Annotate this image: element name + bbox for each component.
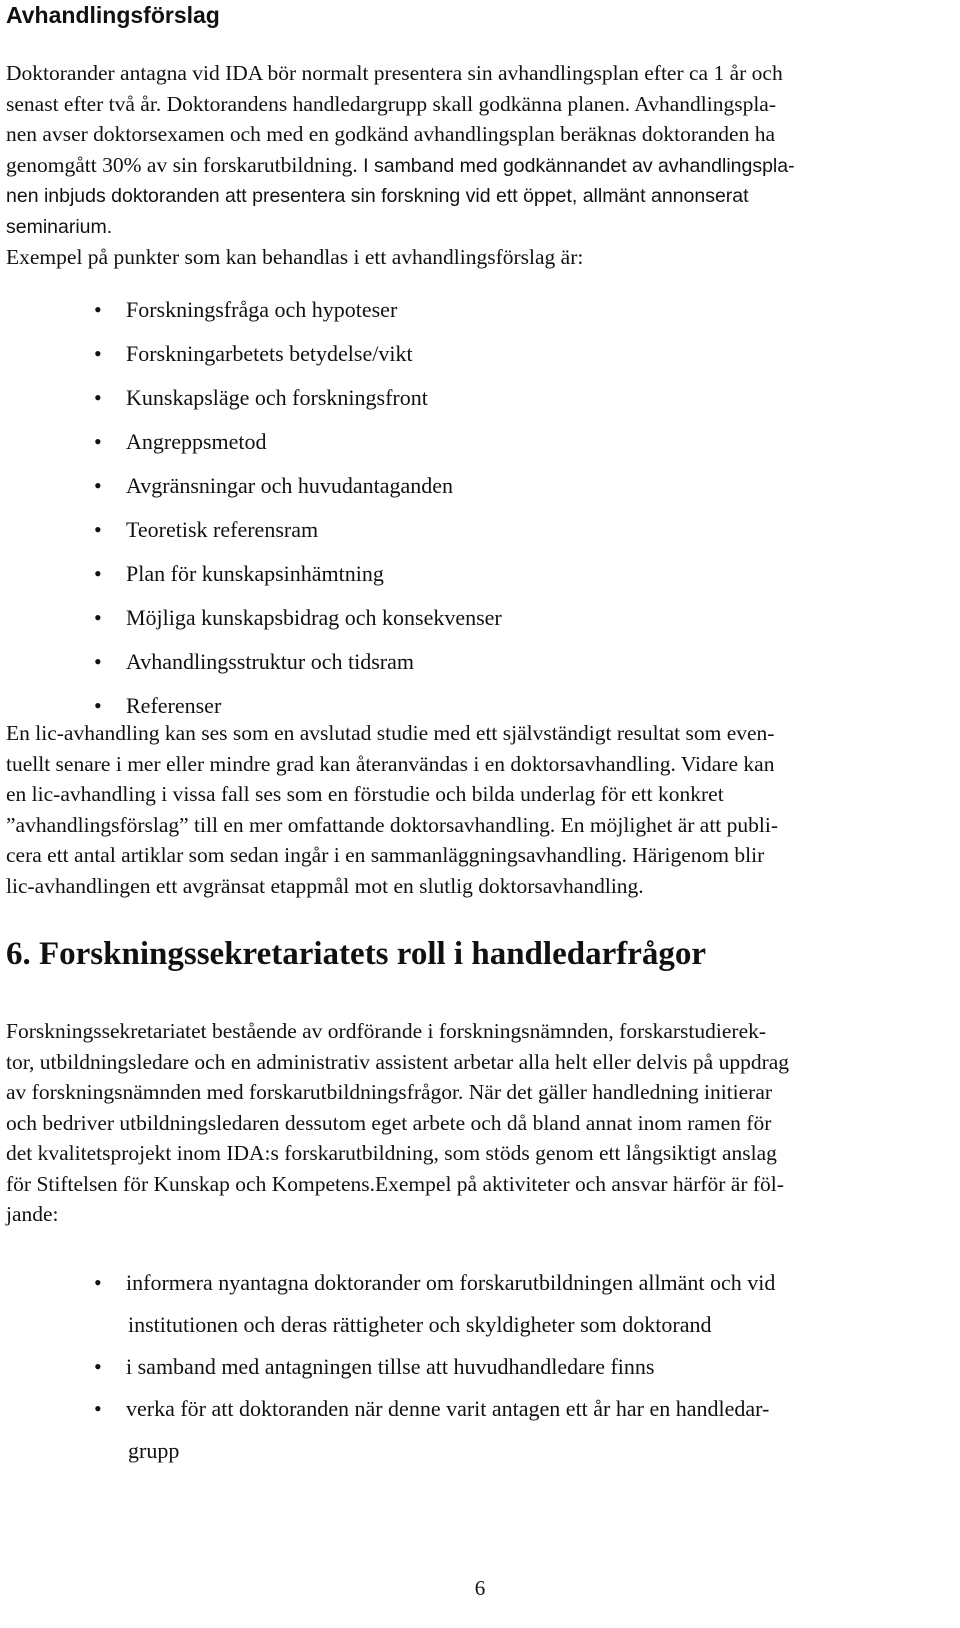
bullet-icon: • — [94, 1396, 102, 1421]
paragraph-line: och bedriver utbildningsledaren dessutom eget arbete och då bland annat inom ramen för — [6, 1110, 772, 1135]
bullet-icon: • — [94, 341, 102, 366]
bullet-icon: • — [94, 297, 102, 322]
activity-line: informera nyantagna doktorander om forskarutbildningen allmänt och vid — [126, 1270, 776, 1295]
section-heading: Avhandlingsförslag — [6, 2, 220, 28]
bullet-icon: • — [94, 517, 102, 542]
list-item — [0, 1388, 775, 1472]
list-item: • Avhandlingsstruktur och tidsram — [94, 649, 414, 674]
intro-line-sans: seminarium. — [6, 215, 113, 238]
bullet-icon: • — [94, 385, 102, 410]
paragraph-line: jande: — [6, 1202, 59, 1226]
bullet-icon: • — [94, 473, 102, 498]
intro-line-sans: I samband med godkännandet av avhandlingspla- — [357, 154, 795, 177]
intro-line-sans: nen inbjuds doktoranden att presentera sin forskning vid ett öppet, allmänt annonserat — [6, 185, 749, 207]
activity-line: verka för att doktoranden när denne varit antagen ett år har en handledar- — [126, 1396, 770, 1421]
page-number: 6 — [474, 1576, 486, 1600]
paragraph-line: tuellt senare i mer eller mindre grad kan återanvändas i en doktorsavhandling. Vidare kan — [6, 751, 775, 776]
activity-line: i samband med antagningen tillse att huvudhandledare finns — [126, 1354, 655, 1379]
bullet-icon: • — [94, 1354, 102, 1379]
list-item: • Plan för kunskapsinhämtning — [94, 561, 384, 586]
paragraph-line: en lic-avhandling i vissa fall ses som en förstudie och bilda underlag för ett konkret — [6, 782, 724, 806]
bullet-icon: • — [94, 1270, 102, 1295]
list-item: • Forskningarbetets betydelse/vikt — [94, 341, 413, 366]
list-item: • Teoretisk referensram — [94, 517, 319, 542]
list-item: • Kunskapsläge och forskningsfront — [94, 385, 428, 410]
bullet-icon: • — [94, 693, 102, 718]
list-item: • Forskningsfråga och hypoteser — [94, 297, 398, 322]
paragraph-line: cera ett antal artiklar som sedan ingår i en sammanläggningsavhandling. Härigenom blir — [6, 843, 765, 867]
bullet-icon: • — [94, 649, 102, 674]
paragraph-line: ”avhandlingsförslag” till en mer omfattande doktorsavhandling. En möjlighet är att publi- — [6, 812, 779, 837]
paragraph-line: det kvalitetsprojekt inom IDA:s forskarutbildning, som stöds genom ett långsiktigt anslag — [6, 1141, 777, 1165]
activity-line: institutionen och deras rättigheter och skyldigheter som doktorand — [128, 1312, 712, 1337]
intro-line: nen avser doktorsexamen och med en godkänd avhandlingsplan beräknas doktoranden ha — [6, 122, 775, 146]
lic-paragraph — [6, 718, 954, 901]
bullet-icon: • — [94, 561, 102, 586]
intro-line: senast efter två år. Doktorandens handledargrupp skall godkänna planen. Avhandlingspla- — [6, 91, 777, 116]
bullet-icon: • — [94, 429, 102, 454]
list-item — [0, 1262, 775, 1346]
activities-list — [0, 1262, 775, 1472]
intro-line: genomgått 30% av sin forskarutbildning. — [6, 152, 358, 177]
intro-line: Doktorander antagna vid IDA bör normalt presentera sin avhandlingsplan efter ca 1 år och — [6, 61, 783, 85]
paragraph-line: tor, utbildningsledare och en administrativ assistent arbetar alla helt eller delvis på uppdrag — [6, 1049, 790, 1074]
list-item: • Avgränsningar och huvudantaganden — [94, 473, 454, 498]
paragraph-line: En lic-avhandling kan ses som en avslutad studie med ett självständigt resultat som even- — [6, 721, 775, 745]
list-item: • Möjliga kunskapsbidrag och konsekvenser — [94, 605, 502, 630]
points-list — [0, 296, 502, 736]
paragraph-line: lic-avhandlingen ett avgränsat etappmål mot en slutlig doktorsavhandling. — [6, 873, 644, 898]
examples-intro: Exempel på punkter som kan behandlas i ett avhandlingsförslag är: — [6, 245, 584, 269]
bullet-icon: • — [94, 605, 102, 630]
intro-paragraph — [6, 58, 954, 273]
chapter-heading: 6. Forskningssekretariatets roll i handledarfrågor — [6, 936, 706, 972]
chapter-paragraph — [6, 1016, 954, 1230]
paragraph-line: för Stiftelsen för Kunskap och Kompetens.Exempel på aktiviteter och ansvar härför är föl- — [6, 1171, 784, 1196]
list-item — [0, 1346, 775, 1388]
list-item: • Referenser — [94, 693, 222, 718]
list-item: • Angreppsmetod — [94, 429, 267, 454]
paragraph-line: av forskningsnämnden med forskarutbildningsfrågor. När det gäller handledning initierar — [6, 1080, 773, 1104]
intro-line-mixed — [6, 150, 954, 182]
activity-line: grupp — [128, 1438, 180, 1463]
paragraph-line: Forskningssekretariatet bestående av ordförande i forskningsnämnden, forskarstudierek- — [6, 1019, 767, 1043]
